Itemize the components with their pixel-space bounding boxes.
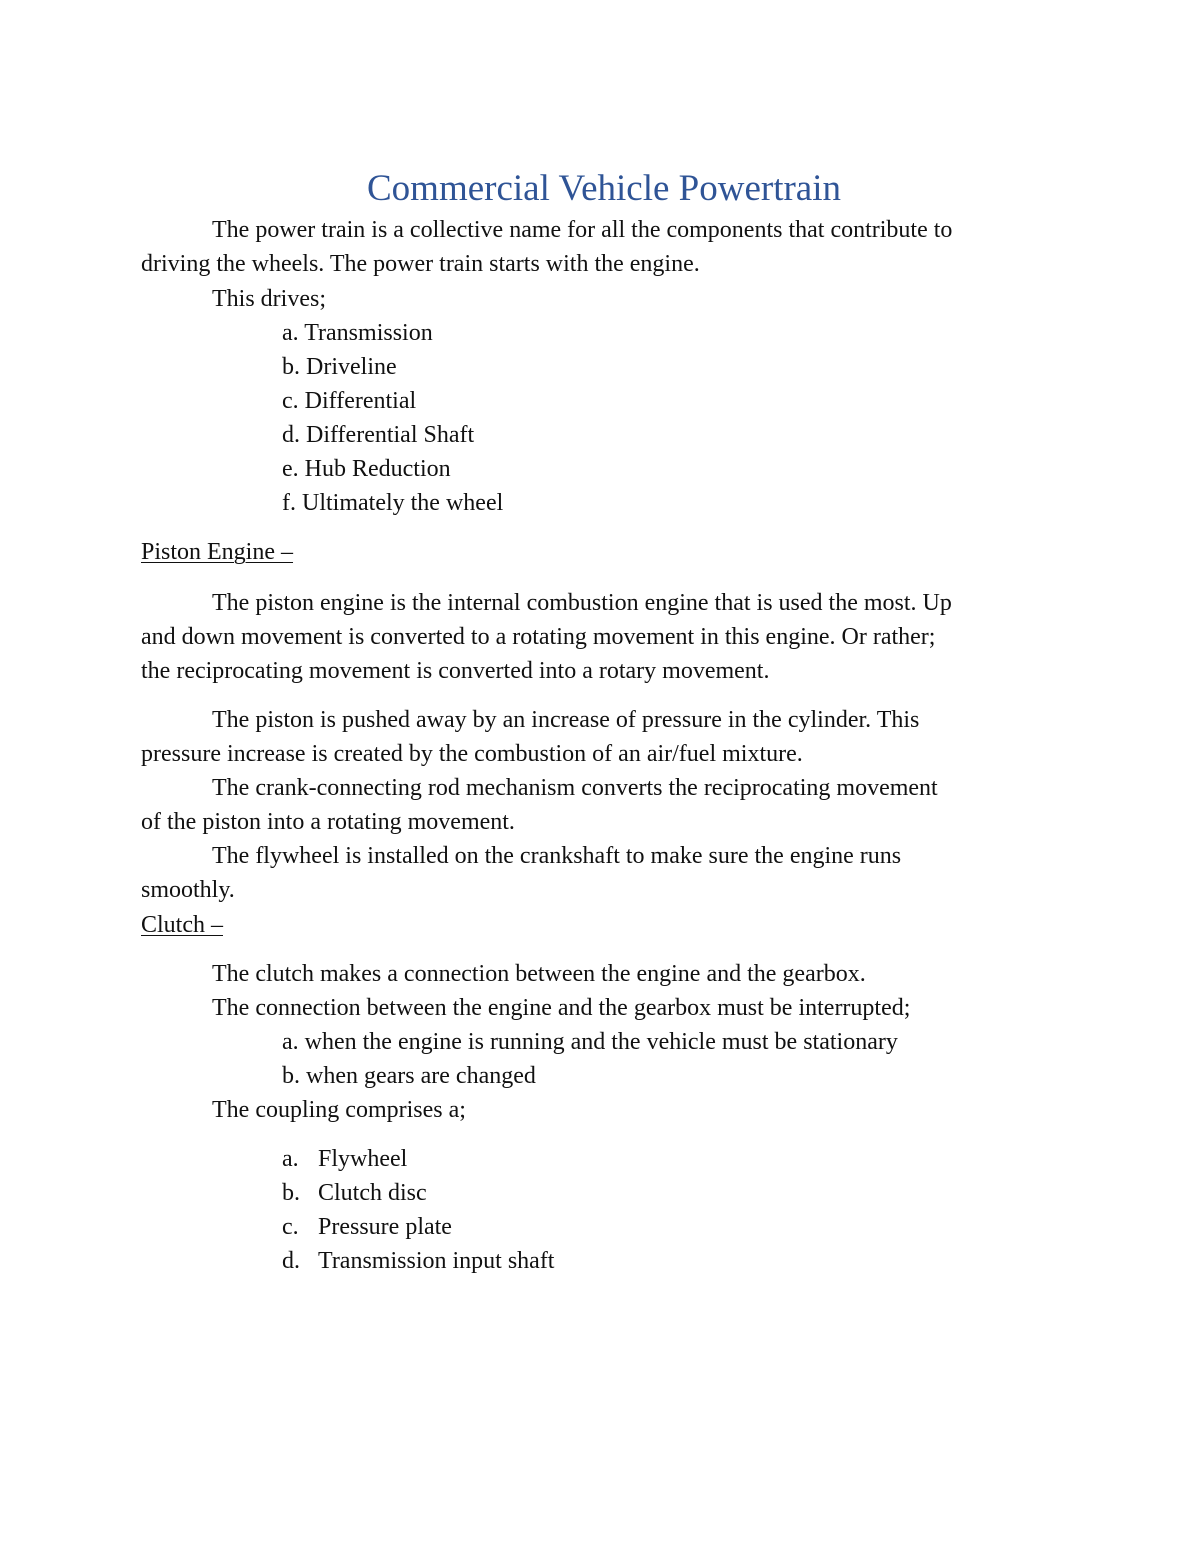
list-item: a. Transmission	[282, 320, 433, 346]
list-item: b. Driveline	[282, 354, 397, 380]
list-marker: c.	[282, 1214, 299, 1240]
list-item-text: Pressure plate	[318, 1214, 452, 1240]
list-item: e. Hub Reduction	[282, 456, 451, 482]
list-item-text: Clutch disc	[318, 1180, 427, 1206]
intro-line: driving the wheels. The power train starts with the engine.	[141, 251, 700, 277]
paragraph-line: of the piston into a rotating movement.	[141, 809, 515, 835]
list-marker: b.	[282, 1180, 300, 1206]
intro-line: The power train is a collective name for all the components that contribute to	[212, 217, 953, 243]
clutch-heading: Clutch –	[141, 912, 223, 938]
list-marker: a.	[282, 1146, 299, 1172]
list-item-text: Transmission input shaft	[318, 1248, 555, 1274]
list-item	[282, 1144, 407, 1174]
paragraph-line: The piston is pushed away by an increase of pressure in the cylinder. This	[212, 707, 920, 733]
list-item: a. when the engine is running and the vehicle must be stationary	[282, 1029, 898, 1055]
paragraph-line: and down movement is converted to a rotating movement in this engine. Or rather;	[141, 624, 936, 650]
list-item-text: Flywheel	[318, 1146, 408, 1172]
paragraph-line: smoothly.	[141, 877, 235, 903]
paragraph-line: pressure increase is created by the combustion of an air/fuel mixture.	[141, 741, 803, 767]
paragraph-line: the reciprocating movement is converted into a rotary movement.	[141, 658, 770, 684]
paragraph-line: The piston engine is the internal combustion engine that is used the most. Up	[212, 590, 952, 616]
list-item: f. Ultimately the wheel	[282, 490, 504, 516]
paragraph-line: The flywheel is installed on the crankshaft to make sure the engine runs	[212, 843, 902, 869]
list-item	[282, 1178, 427, 1208]
list-item: c. Differential	[282, 388, 417, 414]
paragraph-line: The crank-connecting rod mechanism converts the reciprocating movement	[212, 775, 938, 801]
list-item	[282, 1212, 452, 1242]
drives-label: This drives;	[212, 286, 326, 312]
document-title: Commercial Vehicle Powertrain	[366, 168, 841, 209]
list-item: b. when gears are changed	[282, 1063, 536, 1089]
list-item: d. Differential Shaft	[282, 422, 475, 448]
paragraph-line: The connection between the engine and the gearbox must be interrupted;	[212, 995, 911, 1021]
paragraph-line: The clutch makes a connection between the engine and the gearbox.	[212, 961, 866, 987]
list-marker: d.	[282, 1248, 300, 1274]
list-item	[282, 1246, 554, 1276]
coupling-label: The coupling comprises a;	[212, 1097, 466, 1123]
piston-engine-heading: Piston Engine –	[141, 539, 294, 565]
